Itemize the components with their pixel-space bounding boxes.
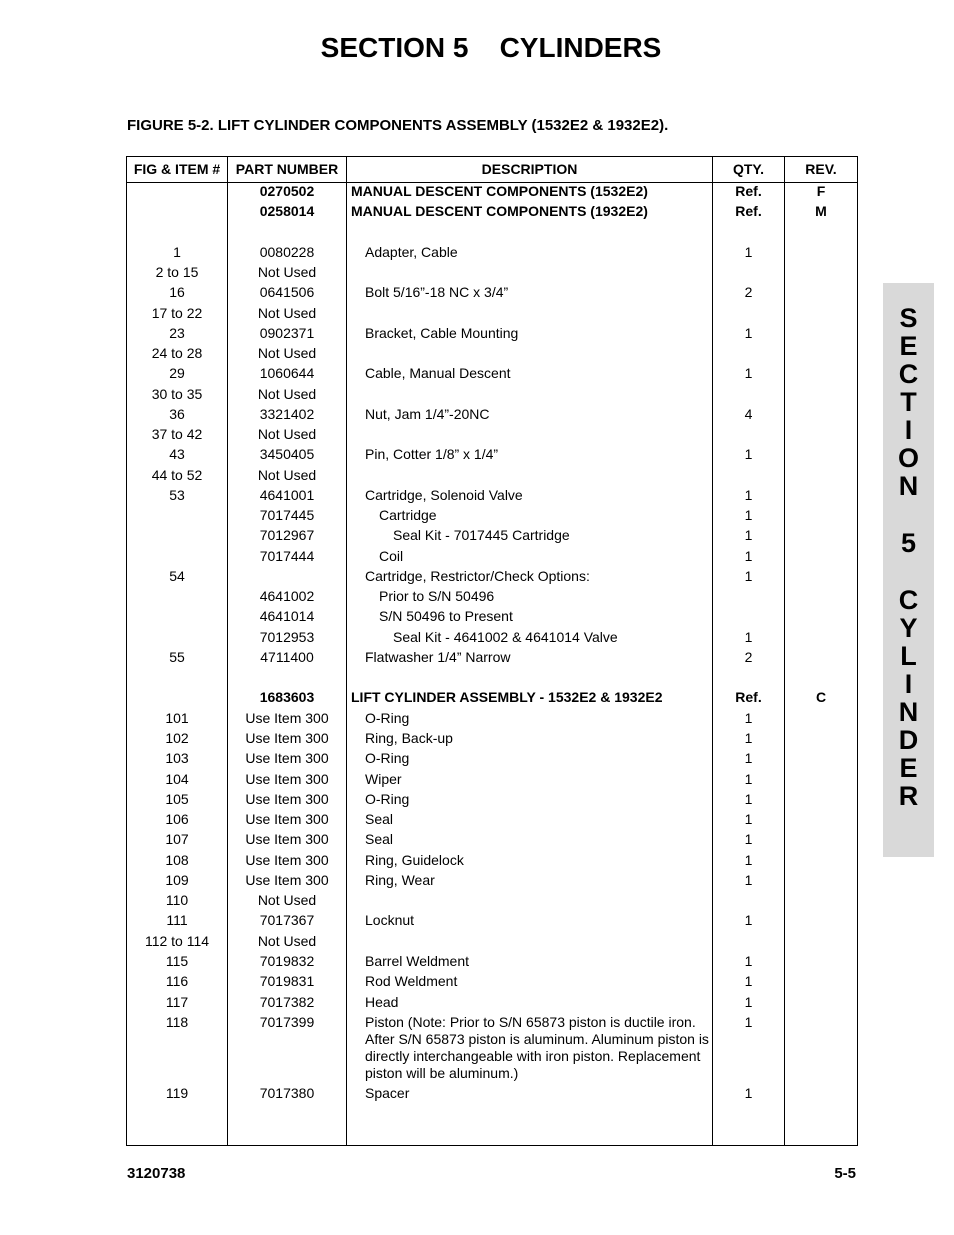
description-cell: Barrel Weldment (365, 953, 470, 969)
qty-cell: 1 (744, 446, 753, 462)
part-number-cell: 7017444 (259, 548, 315, 564)
fig-item-cell: 119 (165, 1085, 189, 1101)
part-number-cell: 1060644 (259, 365, 315, 381)
fig-item-cell: 37 to 42 (151, 426, 203, 442)
column-header-part: PART NUMBER (235, 161, 339, 177)
part-number-cell: 4711400 (260, 649, 314, 665)
part-number-cell: Use Item 300 (245, 771, 329, 787)
qty-cell: 1 (744, 750, 753, 766)
description-cell: LIFT CYLINDER ASSEMBLY - 1532E2 & 1932E2 (351, 689, 663, 705)
qty-cell: 1 (744, 994, 753, 1010)
description-cell: Seal (365, 811, 394, 827)
qty-cell: 1 (744, 953, 753, 969)
description-cell: Adapter, Cable (365, 244, 458, 260)
side-tab-letter: D (898, 725, 919, 755)
description-cell: Prior to S/N 50496 (379, 588, 495, 604)
description-cell: Ring, Back-up (365, 730, 453, 746)
part-number-cell: Not Used (257, 264, 317, 280)
description-cell: Cartridge, Solenoid Valve (365, 487, 523, 503)
qty-cell: 1 (744, 527, 753, 543)
description-cell: Flatwasher 1/4” Narrow (365, 649, 511, 665)
description-cell: S/N 50496 to Present (379, 608, 513, 624)
qty-cell: 1 (744, 365, 753, 381)
part-number-cell: 7012953 (259, 629, 315, 645)
fig-item-cell: 118 (165, 1014, 189, 1030)
part-number-cell: 0902371 (259, 325, 315, 341)
fig-item-cell: 53 (169, 487, 185, 503)
part-number-cell: Not Used (257, 386, 317, 402)
part-number-cell: Not Used (257, 467, 317, 483)
side-tab-letter: Y (899, 613, 918, 643)
description-cell: Cable, Manual Descent (365, 365, 511, 381)
fig-item-cell: 24 to 28 (151, 345, 203, 361)
side-tab-letter: I (904, 415, 913, 445)
qty-cell: 4 (744, 406, 753, 422)
qty-cell: 1 (744, 811, 753, 827)
fig-item-cell: 110 (165, 892, 189, 908)
part-number-cell: Use Item 300 (245, 811, 329, 827)
description-cell: Ring, Wear (365, 872, 435, 888)
side-tab-letter: N (898, 697, 919, 727)
rev-cell: C (815, 689, 827, 705)
fig-item-cell: 108 (165, 852, 189, 868)
description-cell: Locknut (365, 912, 415, 928)
qty-cell: Ref. (735, 183, 762, 199)
column-header-description: DESCRIPTION (481, 161, 578, 177)
fig-item-cell: 117 (165, 994, 189, 1010)
description-cell: Rod Weldment (365, 973, 458, 989)
part-number-cell: 3450405 (259, 446, 315, 462)
qty-cell: 1 (744, 710, 753, 726)
part-number-cell: 7017380 (259, 1085, 315, 1101)
qty-cell: 1 (744, 872, 753, 888)
description-cell: Seal (365, 831, 394, 847)
qty-cell: 1 (744, 912, 753, 928)
side-tab-letter: C (898, 359, 919, 389)
part-number-cell: 4641014 (259, 608, 315, 624)
description-cell: Bracket, Cable Mounting (365, 325, 519, 341)
fig-item-cell: 104 (165, 771, 189, 787)
qty-cell: 1 (744, 487, 753, 503)
part-number-cell: 3321402 (259, 406, 315, 422)
side-tab-letter: R (898, 781, 919, 811)
qty-cell: 1 (744, 244, 753, 260)
description-cell: Seal Kit - 7017445 Cartridge (393, 527, 570, 543)
side-tab-letter: E (899, 331, 918, 361)
part-number-cell: Use Item 300 (245, 791, 329, 807)
side-tab-letter: T (900, 387, 917, 417)
fig-item-cell: 43 (169, 446, 185, 462)
part-number-cell: 7017445 (259, 507, 315, 523)
part-number-cell: 7017382 (259, 994, 315, 1010)
part-number-cell: Use Item 300 (245, 872, 329, 888)
qty-cell: 2 (744, 284, 753, 300)
qty-cell: 1 (744, 548, 753, 564)
fig-item-cell: 111 (166, 912, 188, 928)
fig-item-cell: 102 (165, 730, 189, 746)
fig-item-cell: 54 (169, 568, 185, 584)
description-cell: Spacer (365, 1085, 410, 1101)
description-cell: O-Ring (365, 791, 410, 807)
qty-cell: 1 (744, 507, 753, 523)
qty-cell: Ref. (735, 689, 762, 705)
section-title: SECTION 5 CYLINDERS (320, 32, 662, 63)
description-cell: O-Ring (365, 710, 410, 726)
fig-item-cell: 36 (169, 406, 185, 422)
description-cell: Pin, Cotter 1/8” x 1/4” (365, 446, 499, 462)
fig-item-cell: 116 (165, 973, 189, 989)
part-number-cell: Use Item 300 (245, 852, 329, 868)
column-header-rev: REV. (805, 161, 837, 177)
part-number-cell: Use Item 300 (245, 730, 329, 746)
fig-item-cell: 17 to 22 (151, 305, 203, 321)
fig-item-cell: 30 to 35 (151, 386, 203, 402)
fig-item-cell: 115 (165, 953, 189, 969)
description-cell: Coil (379, 548, 404, 564)
fig-item-cell: 55 (169, 649, 185, 665)
part-number-cell: 0270502 (259, 183, 315, 199)
parts-table (126, 156, 858, 1146)
description-cell: Ring, Guidelock (365, 852, 464, 868)
part-number-cell: Use Item 300 (245, 710, 329, 726)
description-cell: MANUAL DESCENT COMPONENTS (1532E2) (351, 183, 648, 199)
description-cell: Wiper (365, 771, 402, 787)
side-tab-letter: S (899, 303, 918, 333)
description-cell: Head (365, 994, 399, 1010)
description-cell: O-Ring (365, 750, 410, 766)
column-header-qty: QTY. (732, 161, 765, 177)
side-tab-letter: E (899, 753, 918, 783)
qty-cell: 1 (744, 629, 753, 645)
side-tab-letter: O (897, 443, 919, 473)
part-number-cell: Not Used (257, 305, 317, 321)
part-number-cell: 7017367 (259, 912, 315, 928)
part-number-cell: 4641001 (259, 487, 315, 503)
fig-item-cell: 2 to 15 (155, 264, 199, 280)
description-cell: Seal Kit - 4641002 & 4641014 Valve (393, 629, 618, 645)
qty-cell: Ref. (735, 203, 762, 219)
figure-title: FIGURE 5-2. LIFT CYLINDER COMPONENTS ASSEMBLY (1532E2 & 1932E2). (127, 117, 669, 134)
qty-cell: 1 (744, 568, 753, 584)
fig-item-cell: 105 (165, 791, 189, 807)
fig-item-cell: 29 (169, 365, 185, 381)
fig-item-cell: 16 (169, 284, 185, 300)
fig-item-cell: 103 (165, 750, 189, 766)
side-tab-letter: N (898, 471, 919, 501)
part-number-cell: 4641002 (259, 588, 315, 604)
description-cell: MANUAL DESCENT COMPONENTS (1932E2) (351, 203, 648, 219)
qty-cell: 1 (744, 791, 753, 807)
side-tab-letter: I (904, 669, 913, 699)
section-side-tab (883, 283, 934, 857)
qty-cell: 1 (744, 973, 753, 989)
part-number-cell: Use Item 300 (245, 831, 329, 847)
description-cell: Cartridge (379, 507, 437, 523)
fig-item-cell: 106 (165, 811, 189, 827)
part-number-cell: Not Used (257, 892, 317, 908)
qty-cell: 1 (744, 1085, 753, 1101)
document-number: 3120738 (127, 1165, 186, 1182)
side-tab-letter: 5 (900, 528, 917, 558)
part-number-cell: 1683603 (259, 689, 315, 705)
fig-item-cell: 44 to 52 (151, 467, 203, 483)
fig-item-cell: 101 (165, 710, 189, 726)
qty-cell: 2 (744, 649, 753, 665)
part-number-cell: 0080228 (259, 244, 315, 260)
qty-cell: 1 (744, 831, 753, 847)
qty-cell: 1 (744, 771, 753, 787)
side-tab-letter: C (898, 585, 919, 615)
column-divider (346, 157, 347, 1145)
qty-cell: 1 (744, 1014, 753, 1030)
qty-cell: 1 (744, 325, 753, 341)
part-number-cell: 7012967 (259, 527, 315, 543)
part-number-cell: Use Item 300 (245, 750, 329, 766)
description-cell: Bolt 5/16”-18 NC x 3/4” (365, 284, 509, 300)
fig-item-cell: 1 (173, 244, 181, 260)
part-number-cell: 7017399 (259, 1014, 315, 1030)
part-number-cell: Not Used (257, 933, 317, 949)
description-cell: Nut, Jam 1/4”-20NC (365, 406, 490, 422)
side-tab-letter: L (900, 641, 917, 671)
qty-cell: 1 (744, 852, 753, 868)
part-number-cell: 0258014 (259, 203, 315, 219)
rev-cell: F (816, 183, 826, 199)
description-cell: Cartridge, Restrictor/Check Options: (365, 568, 590, 584)
description-cell: Piston (Note: Prior to S/N 65873 piston is ductile iron. After S/N 65873 piston is aluminum. Aluminum piston is directly interchangeable with iron piston. Replacement piston will be aluminum.) (365, 1014, 709, 1081)
column-header-fig: FIG & ITEM # (133, 161, 221, 177)
fig-item-cell: 109 (165, 872, 189, 888)
page-number: 5-5 (834, 1165, 856, 1182)
part-number-cell: Not Used (257, 426, 317, 442)
part-number-cell: 0641506 (259, 284, 315, 300)
column-divider (784, 157, 785, 1145)
qty-cell: 1 (744, 730, 753, 746)
part-number-cell: Not Used (257, 345, 317, 361)
rev-cell: M (815, 203, 827, 219)
part-number-cell: 7019831 (259, 973, 315, 989)
part-number-cell: 7019832 (259, 953, 315, 969)
fig-item-cell: 112 to 114 (144, 933, 210, 949)
fig-item-cell: 23 (169, 325, 185, 341)
fig-item-cell: 107 (165, 831, 189, 847)
